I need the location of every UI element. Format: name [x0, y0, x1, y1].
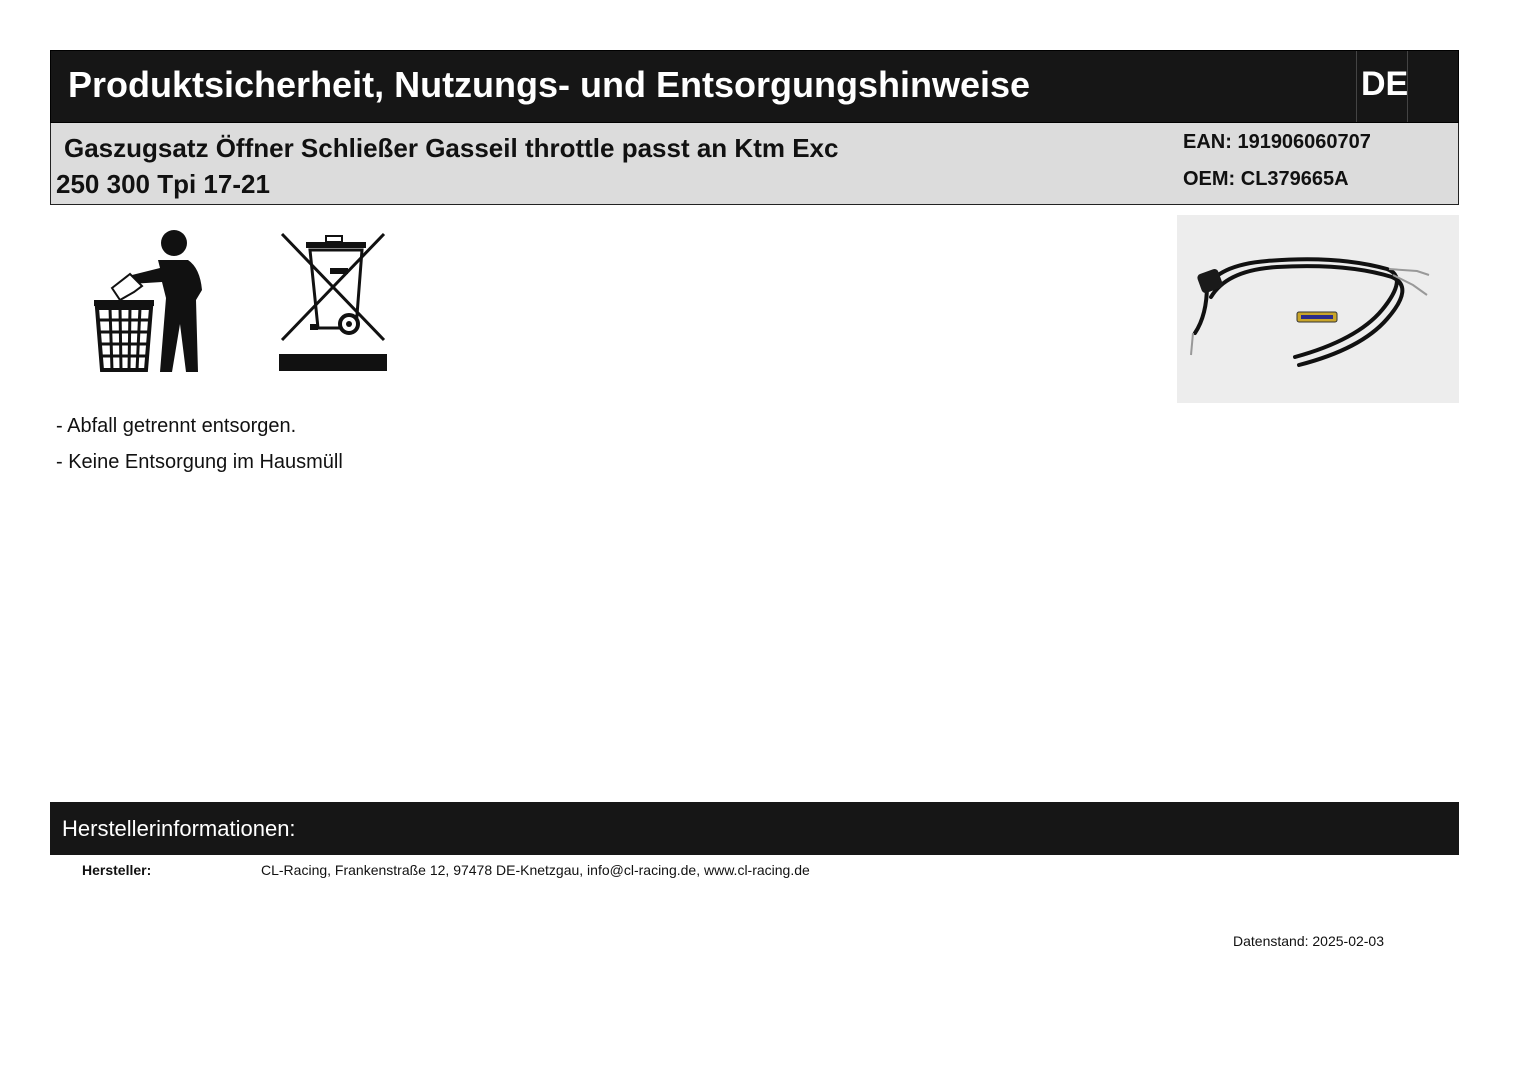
disposal-note-2: - Keine Entsorgung im Hausmüll — [56, 451, 343, 473]
product-info-bar — [50, 123, 1459, 205]
product-photo — [1177, 215, 1459, 403]
page-title: Produktsicherheit, Nutzungs- und Entsorgungshinweise — [68, 64, 1031, 105]
disposal-note-1: - Abfall getrennt entsorgen. — [56, 415, 297, 437]
ean-code: EAN: 191906060707 — [1183, 131, 1371, 153]
oem-code: OEM: CL379665A — [1183, 168, 1349, 190]
language-label: DE — [1361, 65, 1409, 103]
manufacturer-section-title: Herstellerinformationen: — [62, 816, 296, 841]
product-name-line-2: 250 300 Tpi 17-21 — [56, 169, 270, 199]
data-date: Datenstand: 2025-02-03 — [1233, 933, 1384, 949]
manufacturer-section-header — [50, 802, 1459, 855]
product-name — [56, 130, 916, 202]
manufacturer-value: CL-Racing, Frankenstraße 12, 97478 DE-Knetzgau, info@cl-racing.de, www.cl-racing.de — [261, 862, 810, 878]
manufacturer-label: Hersteller: — [82, 862, 152, 878]
trash-disposal-icon — [90, 228, 210, 379]
product-name-line-1: Gaszugsatz Öffner Schließer Gasseil throttle passt an Ktm Exc — [64, 133, 839, 163]
title-bar — [50, 50, 1459, 123]
crossed-out-wheelie-bin-icon — [276, 228, 390, 379]
language-badge — [1356, 51, 1408, 122]
